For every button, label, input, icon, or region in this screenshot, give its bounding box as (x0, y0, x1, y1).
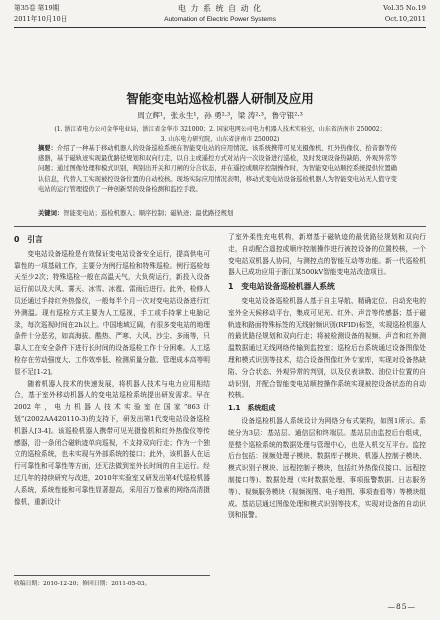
author-list: 周立辉¹，张永生¹，孙 勇²·³，梁 涛²·³，鲁守银²·³ (137, 111, 303, 120)
right-column (228, 232, 426, 522)
header-right (383, 3, 426, 25)
received-date-footnote: 收稿日期：2010-12-20；修回日期：2011-05-03。 (14, 575, 210, 587)
date-cn: 2011年10月10日 (14, 15, 68, 23)
abstract-text: 介绍了一种基于移动机器人的设备巡检系统在智能变电站的应用情况。该系统携带可见光摄像机、红外热像仪、拾音器等传感器，基于磁轨迹实现最优路径规划和双向行走，以自主或遥控方式对站内一次设备进行巡检，及时发现设备热缺陷、外观异常等问题；通过图像处理和模式识别，判别出开关和刀闸的分合状态，并在遥控或顺序控制操作时，为智能变电站顺控系统提供位置确认信息，代替人工实现被控设备位置的自动校核。现场实际应用情况表明，移动式变电站设备巡检机器人为智能变电站无人值守变电站的运行管理提供了一种创新型的设备检测和监控手段。 (38, 145, 397, 193)
header-center (14, 3, 426, 25)
paper-title: 智能变电站巡检机器人研制及应用 (126, 91, 314, 106)
abstract (38, 144, 402, 195)
keywords-label: 关键词： (38, 210, 64, 217)
paragraph: 变电站设备巡检机器人基于自主导航、精确定位、自动充电的室外全天候移动平台，集成可见光、红外、声音等传感器；基于磁轨迹和路面特殊标签的无线射频识别(RFID)标签，实现巡检机器人的最优路径规划和双向行走；将被检测设备的视频、声音和红外测温数据通过无线网络传输到监控室；巡检后台系统通过设备图像处理和模式识别等技术，结合设备图像红外专家库，实现对设备热缺陷、分合状态、外观异常的判别，以及仪表读数、油位计位置的自动识别，并配合智能变电站顺控操作系统实现被控设备状态的自动校核。 (228, 296, 426, 400)
paragraph: 随着机器人技术的快速发展，将机器人技术与电力应用相结合，基于室外移动机器人的变电站巡检系统提出研发需求。早在2002年，电力机器人技术实验室在国家“863计划”(2002AA420110-3)的支持下，研发出第1代变电站设备巡检机器人[3-4]。该巡检机器人携带可见光摄像机和红外热像仪等传感器，沿一条闭合磁轨迹单向巡视，不支持双向行走；作为一个独立的巡检系统，也未实现与外部系统的接口；此外，该机器人在运行可靠性和可靠性等方面，还无法做到室外长时间的自主运行。经过几年的持续研究与改进，2010年实验室又研发出第4代巡检机器人系统，系统性能和可靠性显著提高，采用百万像素的网络高清摄像机，重新设计 (14, 379, 210, 506)
journal-name-en: Automation of Electric Power Systems (164, 16, 276, 23)
journal-header (14, 3, 426, 28)
paragraph: 了室外柔性充电机构，新增基于磁轨迹的最优路径规划和双向行走，自动配合遥控或顺序控制操作进行被控设备的位置校核，一个变电站双机器人协同，与测控点的智能互动等功能。新一代巡检机器人已成功应用于浙江某500kV智能变电站改造项目。 (228, 233, 426, 277)
paragraph: 变电站设备巡检是有效保证变电站设备安全运行，提高供电可靠性的一项基础工作，主要分为例行巡检和特殊巡检。例行巡检每天至少2次；特殊巡检一般在高温天气，大负荷运行，新投入设备运行前以及大风、雾天、冰雪、冰雹、雷雨后进行。此外，检修人员还通过手持红外热像仪，一般每半个月一次对变电站设备进行红外测温。现有巡检方式主要为人工巡视，手工或手持掌上电脑记录，每次巡视时间在2h以上。中国地域辽阔，有很多变电站的地理条件十分恶劣，如高海拔、酷热、严寒、大风、沙尘、多雨等，只靠人工在安全条件下进行长时间的设备巡检工作十分困难。人工巡检存在劳动强度大、工作效率低、检测质量分散、管理成本高等明显不足[1-2]。 (14, 249, 210, 376)
affiliations (20, 125, 420, 145)
journal-name-cn: 电 力 系 统 自 动 化 (177, 4, 263, 13)
abstract-label: 摘要： (38, 145, 57, 152)
keywords (38, 209, 402, 219)
divider (14, 226, 426, 227)
section-heading-introduction: 0 引言 (14, 235, 43, 244)
volume-en: Vol.35 No.19 (383, 4, 426, 12)
paragraph: 设备巡检机器人系统设计为网络分布式架构，如图1所示。系统分为3层：基站层、通信层和终端层。基站层由监控后台组成，是整个巡检系统的数据处理与管理中心，也是人机交互平台。监控后台包括：视频处理子模块、数据库子模块、机器人控制子模块、模式识别子模块、远程控制子模块，包括红外热像仪接口、远程控制接口等)、数据处理（实时数据处理、事项报警数据、日志服务等）、视频服务模块（视频视图、电子地图、事项查看等）等模块组成。基站层通过图像处理和模式识别等技术，实现对设备的自动识别和报警。 (228, 416, 426, 520)
subsection-heading: 1.1 系统组成 (228, 404, 276, 413)
date-en: Oct.10,2011 (384, 15, 426, 23)
affiliation-line: (1. 浙江省电力公司金华电业局，浙江省金华市 321000；2. 国家电网公司电力机器人技术实验室，山东省济南市 250002； (54, 126, 386, 133)
affiliation-line: 3. 山东电力研究院，山东省济南市 250002) (160, 136, 280, 143)
left-column (14, 232, 210, 508)
volume-cn: 第35卷 第19期 (14, 4, 60, 12)
section-heading-system: 1 变电站设备巡检机器人系统 (228, 282, 335, 292)
page-number: —85— (387, 602, 416, 611)
keywords-text: 智能变电站；巡检机器人；顺序控制；磁轨迹；最优路径规划 (63, 210, 234, 217)
